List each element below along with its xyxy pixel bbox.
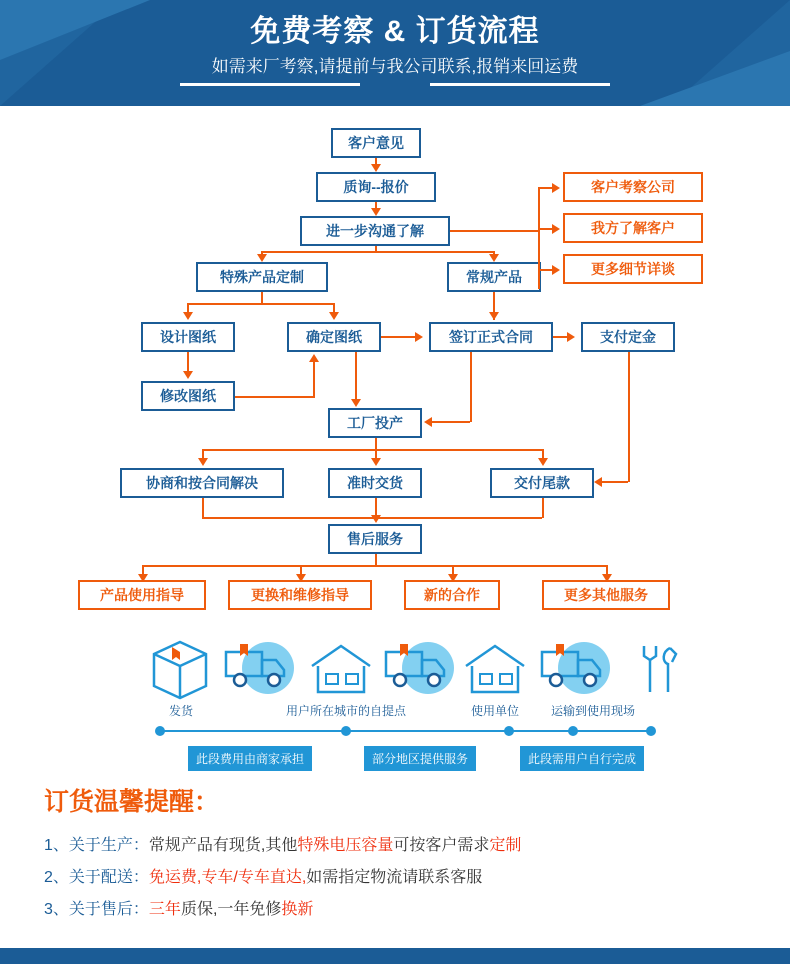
- delivery-flow-strip: [0, 636, 790, 776]
- reminder-item-3-part-1: 三年: [148, 901, 181, 918]
- flow-node-standard-product: 常规产品: [447, 262, 541, 292]
- flow-node-usage-guidance: 产品使用指导: [78, 580, 206, 610]
- arrow-service-new-cooperation: [448, 574, 458, 582]
- delivery-label-usage-unit: 使用单位: [470, 704, 519, 718]
- arrow-confirm-to-factory: [351, 399, 361, 407]
- delivery-truck-icon-2: [382, 640, 454, 703]
- delivery-timeline-dot-5: [646, 726, 656, 736]
- flow-node-further-communication: 进一步沟通了解: [300, 216, 450, 246]
- delivery-label-shipment: 发货: [168, 704, 193, 718]
- footer-bar: [0, 948, 790, 964]
- page-subtitle-text: 如需来厂考察,请提前与我公司联系,报销来回运费: [211, 57, 579, 76]
- arrow-split-to-standard: [489, 254, 499, 262]
- connector-deposit-to-balance: [602, 481, 628, 483]
- delivery-timeline-dot-2: [341, 726, 351, 736]
- flow-node-inquiry-quote: 质询--报价: [316, 172, 436, 202]
- reminder-item-3-part-2: 质保,一年免修: [180, 901, 282, 918]
- flow-node-revise-drawing: 修改图纸: [141, 381, 235, 411]
- delivery-tag-merchant-pays: 此段费用由商家承担: [188, 746, 312, 771]
- flow-node-more-details-discussion: 更多细节详谈: [563, 254, 703, 284]
- flow-node-customer-visits-company: 客户考察公司: [563, 172, 703, 202]
- arrow-to-after-sales: [371, 515, 381, 523]
- connector-confirm-to-factory: [355, 352, 357, 402]
- flow-node-on-time-delivery: 准时交货: [328, 468, 422, 498]
- flow-node-replace-repair-guidance: 更换和维修指导: [228, 580, 372, 610]
- reminder-item-after-sales: [44, 894, 790, 926]
- header-divider-rule: [180, 83, 610, 86]
- delivery-timeline-dot-3: [504, 726, 514, 736]
- arrow-service-repair-guidance: [296, 574, 306, 582]
- delivery-timeline: [158, 730, 654, 732]
- reminder-item-1-label: 关于生产：: [68, 837, 149, 854]
- reminder-item-1-part-2: 特殊电压容量: [297, 837, 394, 854]
- connector-communication-to-right-trunk: [450, 230, 538, 232]
- flow-node-after-sales-service: 售后服务: [328, 524, 422, 554]
- connector-contract-to-factory-v: [470, 352, 472, 422]
- connector-confirm-to-contract: [381, 336, 417, 338]
- tools-wrench-icon: [630, 642, 684, 703]
- reminder-item-1-part-1: 常规产品有现货,其他: [148, 837, 298, 854]
- flow-node-factory-production: 工厂投产: [328, 408, 422, 438]
- pickup-point-house-icon: [308, 642, 374, 703]
- connector-design-to-revise: [187, 352, 189, 372]
- arrow-custom-to-design: [183, 312, 193, 320]
- delivery-label-pickup-point: 用户所在城市的自提点: [285, 704, 406, 718]
- reminder-item-1-part-3: 可按客户需求: [393, 837, 490, 854]
- connector-right-trunk-vertical: [538, 187, 540, 289]
- flow-node-customer-opinion: 客户意见: [331, 128, 421, 158]
- connector-custom-split-bar: [187, 303, 335, 305]
- connector-product-split-bar: [261, 251, 495, 253]
- connector-deposit-down: [628, 352, 630, 482]
- delivery-timeline-dot-4: [568, 726, 578, 736]
- usage-unit-house-icon: [462, 642, 528, 703]
- header-divider-gap: [360, 83, 430, 86]
- connector-revise-to-confirm-h: [235, 396, 315, 398]
- delivery-tag-user-self-handles: 此段需用户自行完成: [520, 746, 644, 771]
- flow-node-pay-deposit: 支付定金: [581, 322, 675, 352]
- connector-revise-to-confirm-v: [313, 362, 315, 396]
- reminder-item-production: [44, 830, 790, 862]
- package-box-icon: [148, 638, 212, 705]
- flow-node-new-cooperation: 新的合作: [404, 580, 500, 610]
- arrow-trunk-to-visit: [552, 183, 560, 193]
- reminder-item-1-number: 1、: [44, 837, 69, 854]
- arrow-service-more-services: [602, 574, 612, 582]
- arrow-service-usage-guidance: [138, 574, 148, 582]
- connector-services-split-bar: [142, 565, 606, 567]
- reminder-item-3-number: 3、: [44, 901, 69, 918]
- page-header: [0, 0, 790, 106]
- arrow-trunk-to-understand: [552, 224, 560, 234]
- arrow-inquiry-to-communication: [371, 208, 381, 216]
- order-process-flowchart: [0, 106, 790, 636]
- reminder-item-3-part-3: 换新: [281, 901, 314, 918]
- delivery-label-transport-to-site: 运输到使用现场: [550, 704, 635, 718]
- arrow-deposit-to-balance: [594, 477, 602, 487]
- connector-factory-split-bar: [202, 449, 542, 451]
- arrow-opinion-to-inquiry: [371, 164, 381, 172]
- delivery-truck-icon-3: [538, 640, 610, 703]
- page-subtitle: [202, 54, 588, 80]
- arrow-revise-to-confirm: [309, 354, 319, 362]
- connector-balance-down: [542, 498, 544, 518]
- reminder-title: 订货温馨提醒：: [44, 788, 220, 816]
- flow-node-pay-balance: 交付尾款: [490, 468, 594, 498]
- arrow-factory-to-ontime: [371, 458, 381, 466]
- reminder-item-1-part-4: 定制: [489, 837, 522, 854]
- flow-node-sign-contract: 签订正式合同: [429, 322, 553, 352]
- flow-node-negotiate-per-contract: 协商和按合同解决: [120, 468, 284, 498]
- arrow-design-to-revise: [183, 371, 193, 379]
- arrow-custom-to-confirm: [329, 312, 339, 320]
- reminder-item-2-part-1: 免运费,专车/专车直达,: [148, 869, 307, 886]
- reminder-item-2-part-2: 如需指定物流请联系客服: [306, 869, 483, 886]
- delivery-timeline-dot-1: [155, 726, 165, 736]
- reminder-item-2-label: 关于配送：: [68, 869, 149, 886]
- connector-contract-to-factory-h: [432, 421, 470, 423]
- arrow-contract-to-factory: [424, 417, 432, 427]
- connector-negotiate-down: [202, 498, 204, 518]
- arrow-trunk-to-details: [552, 265, 560, 275]
- arrow-contract-to-deposit: [567, 332, 575, 342]
- reminder-item-delivery: [44, 862, 790, 894]
- flow-node-we-understand-customer: 我方了解客户: [563, 213, 703, 243]
- arrow-standard-to-contract: [489, 312, 499, 320]
- arrow-factory-to-balance: [538, 458, 548, 466]
- reminder-item-2-number: 2、: [44, 869, 69, 886]
- flow-node-custom-product: 特殊产品定制: [196, 262, 328, 292]
- order-reminder-section: [0, 776, 790, 926]
- arrow-factory-to-negotiate: [198, 458, 208, 466]
- flow-node-confirm-drawing: 确定图纸: [287, 322, 381, 352]
- delivery-tag-regional-service: 部分地区提供服务: [364, 746, 476, 771]
- page-title: 免费考察 & 订货流程: [250, 15, 540, 48]
- flow-node-more-other-services: 更多其他服务: [542, 580, 670, 610]
- delivery-truck-icon-1: [222, 640, 294, 703]
- arrow-split-to-custom: [257, 254, 267, 262]
- arrow-confirm-to-contract: [415, 332, 423, 342]
- reminder-item-3-label: 关于售后：: [68, 901, 149, 918]
- flow-node-design-drawing: 设计图纸: [141, 322, 235, 352]
